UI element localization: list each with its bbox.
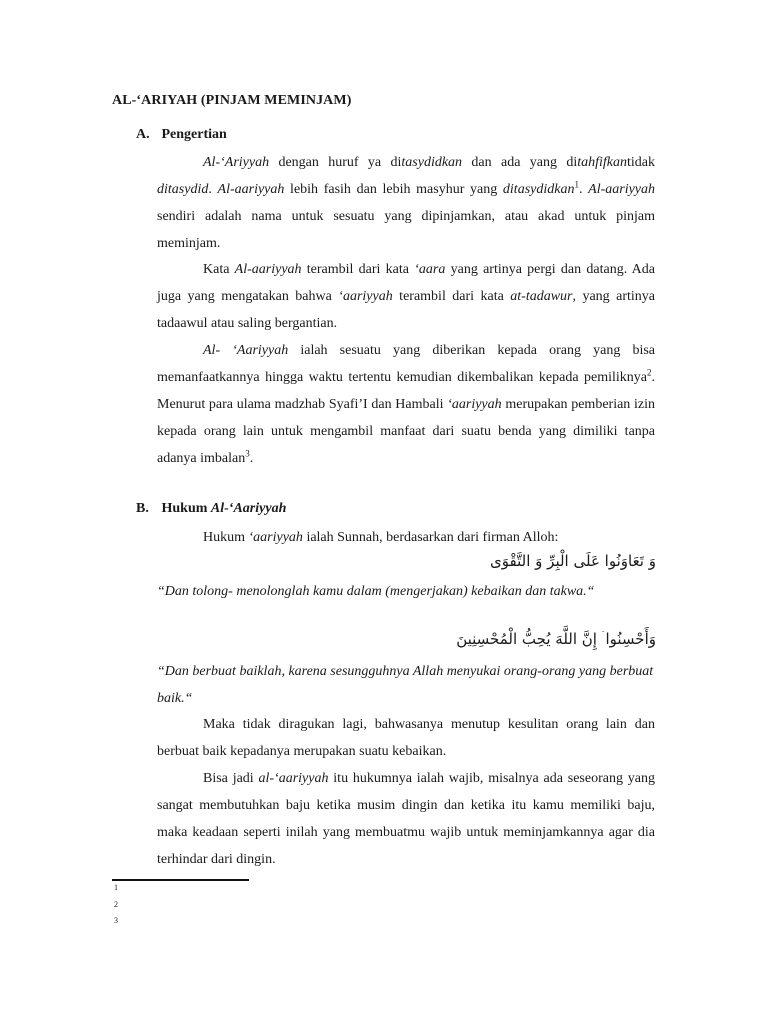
footnote-ref-3[interactable]: 3 (245, 448, 250, 459)
document-title: AL-‘ARIYAH (PINJAM MEMINJAM) (112, 93, 352, 108)
section-b-paragraph-1: Hukum ‘aariyyah ialah Sunnah, berdasarkan dari firman Alloh: (203, 530, 559, 545)
section-a-number: A. (136, 127, 150, 142)
footnote-3: 3 (114, 916, 118, 925)
footnote-2: 2 (114, 900, 118, 909)
arabic-verse-2: وَأَحْسِنُوا ۛ إِنَّ اللَّهَ يُحِبُّ الْمُحْسِنِينَ (456, 630, 656, 648)
verse-translation-1: “Dan tolong- menolonglah kamu dalam (mengerjakan) kebaikan dan takwa.“ (157, 584, 595, 599)
section-b-paragraph-2: Maka tidak diragukan lagi, bahwasanya menutup kesulitan orang lain dan berbuat baik kepadanya merupakan suatu kebaikan. (157, 717, 655, 759)
section-b-paragraph-3: Bisa jadi al-‘aariyyah itu hukumnya ialah wajib, misalnya ada seseorang yang sangat membutuhkan baju ketika musim dingin dan ketika itu kamu memiliki baju, maka keadaan seperti inilah yang membuatmu wajib untuk meminjamkannya agar dia terhindar dari dingin. (157, 771, 655, 867)
footnote-ref-1[interactable]: 1 (574, 179, 579, 190)
verse-translation-2: “Dan berbuat baiklah, karena sesungguhnya Allah menyukai orang-orang yang berbuat baik.“ (157, 664, 654, 706)
section-a-paragraph-1: Al-‘Ariyyah dengan huruf ya ditasydidkan dan ada yang ditahfifkantidak ditasydid. Al-aariyyah lebih fasih dan lebih masyhur yang ditasydidkan$^1$. Al-aariyyah sendiri adalah nama untuk sesuatu yang dipinjamkan, atau akad untuk pinjam meminjam. (157, 155, 656, 251)
section-b-title-italic: Al-‘Aariyyah (210, 501, 287, 516)
section-a-heading (136, 127, 227, 143)
footnote-separator (112, 879, 249, 881)
section-a-paragraph-3: Al- ‘Aariyyah ialah sesuatu yang diberikan kepada orang yang bisa memanfaatkannya hingga waktu tertentu kemudian dikembalikan kepada pemiliknya$^2$. Menurut para ulama madzhab Syafi’I dan Hambali ‘aariyyah merupakan pemberian izin kepada orang lain untuk mengambil manfaat dari suatu benda yang dimiliki tanpa adanya imbalan$^3$. (157, 343, 655, 466)
section-b-number: B. (136, 501, 149, 516)
section-a-title: Pengertian (161, 127, 227, 142)
section-b-title: Hukum (161, 501, 211, 516)
footnote-ref-2[interactable]: 2 (647, 367, 652, 378)
footnote-1: 1 (114, 883, 118, 892)
section-b-heading (136, 501, 286, 517)
arabic-verse-1: وَ تَعَاوَنُوا عَلَى الْبِرِّ وَ التَّقْوَى (490, 552, 656, 570)
section-a-paragraph-2: Kata Al-aariyyah terambil dari kata ‘aara yang artinya pergi dan datang. Ada juga yang mengatakan bahwa ‘aariyyah terambil dari kata at-tadawur, yang artinya tadaawul atau saling bergantian. (157, 262, 655, 331)
